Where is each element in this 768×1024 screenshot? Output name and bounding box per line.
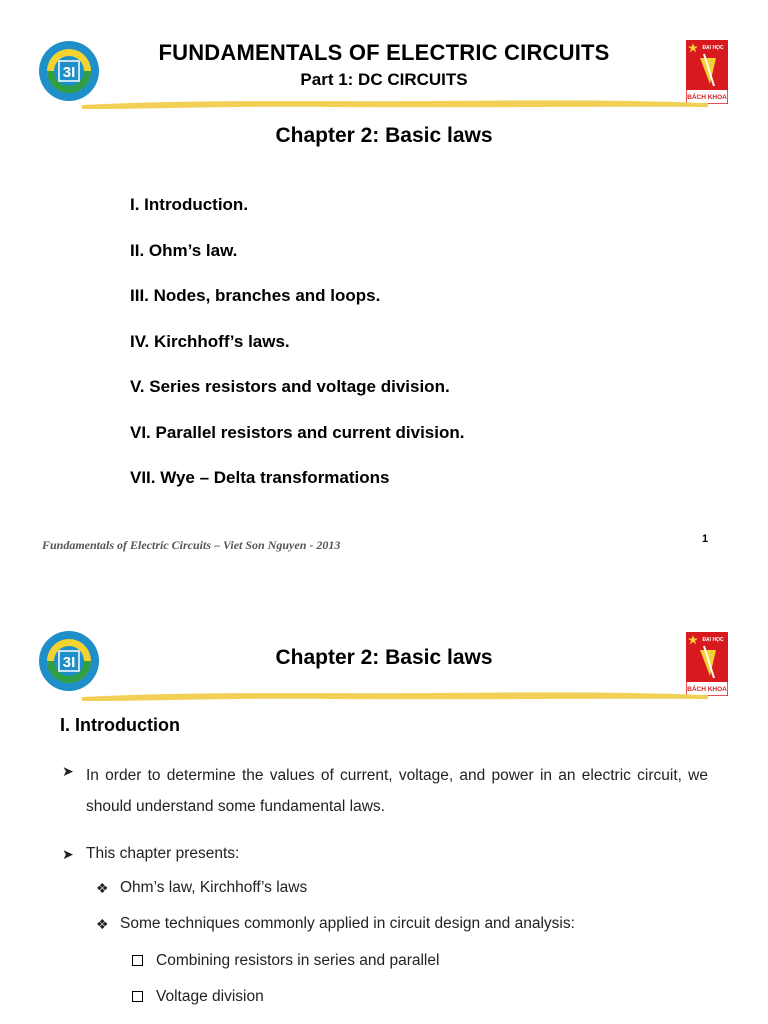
page-number: 1	[702, 533, 709, 545]
document-subtitle: Part 1: DC CIRCUITS	[300, 70, 468, 89]
svg-text:ĐẠI HỌC: ĐẠI HỌC	[702, 637, 724, 643]
slide-2	[0, 600, 768, 1024]
arrowhead-bullet-icon: ➤	[62, 846, 74, 862]
diamond-bullet-icon: ❖	[96, 880, 109, 896]
sub-bullet-item	[96, 913, 708, 935]
bullet-item	[62, 760, 708, 822]
toc-item: VI. Parallel resistors and current division.	[130, 422, 465, 442]
footer-credit: Fundamentals of Electric Circuits – Viet Son Nguyen - 2013	[42, 538, 341, 552]
diamond-bullet-icon: ❖	[96, 916, 109, 932]
chapter-title: Chapter 2: Basic laws	[275, 646, 493, 669]
sub-sub-bullet-text: Combining resistors in series and parallel	[156, 952, 440, 969]
checkbox-bullet-icon	[132, 955, 143, 966]
highlight-stroke-decoration	[80, 96, 710, 110]
toc-item: VII. Wye – Delta transformations	[130, 468, 390, 487]
bullet-text: This chapter presents:	[86, 845, 240, 862]
toc-item: I. Introduction.	[130, 195, 249, 214]
bullet-item	[62, 843, 708, 865]
chapter-title: Chapter 2: Basic laws	[275, 124, 493, 147]
arrowhead-bullet-icon: ➤	[62, 763, 74, 779]
section-heading: I. Introduction	[60, 715, 180, 735]
toc-item: V. Series resistors and voltage division.	[130, 377, 450, 396]
sub-sub-bullet-item	[132, 950, 708, 972]
svg-text:BÁCH KHOA: BÁCH KHOA	[687, 686, 727, 693]
sub-bullet-text: Ohm’s law, Kirchhoff’s laws	[120, 879, 308, 896]
checkbox-bullet-icon	[132, 991, 143, 1002]
sub-sub-bullet-item	[132, 986, 708, 1008]
sub-sub-bullet-text: Voltage division	[156, 988, 264, 1005]
sub-bullet-item	[96, 877, 708, 899]
svg-text:3I: 3I	[62, 654, 76, 671]
bullet-text: In order to determine the values of current, voltage, and power in an electric circuit, we should understand some fundamental laws.	[86, 767, 708, 815]
svg-text:BÁCH KHOA: BÁCH KHOA	[687, 94, 727, 101]
svg-text:ĐẠI HỌC: ĐẠI HỌC	[702, 45, 724, 51]
sub-bullet-text: Some techniques commonly applied in circuit design and analysis:	[120, 915, 575, 932]
svg-text:3I: 3I	[62, 64, 76, 81]
document-title: FUNDAMENTALS OF ELECTRIC CIRCUITS	[158, 40, 610, 65]
toc-item: III. Nodes, branches and loops.	[130, 286, 381, 305]
toc-item: II. Ohm’s law.	[130, 240, 238, 260]
highlight-stroke-decoration	[80, 688, 710, 702]
toc-item: IV. Kirchhoff’s laws.	[130, 331, 290, 351]
table-of-contents	[130, 194, 464, 513]
